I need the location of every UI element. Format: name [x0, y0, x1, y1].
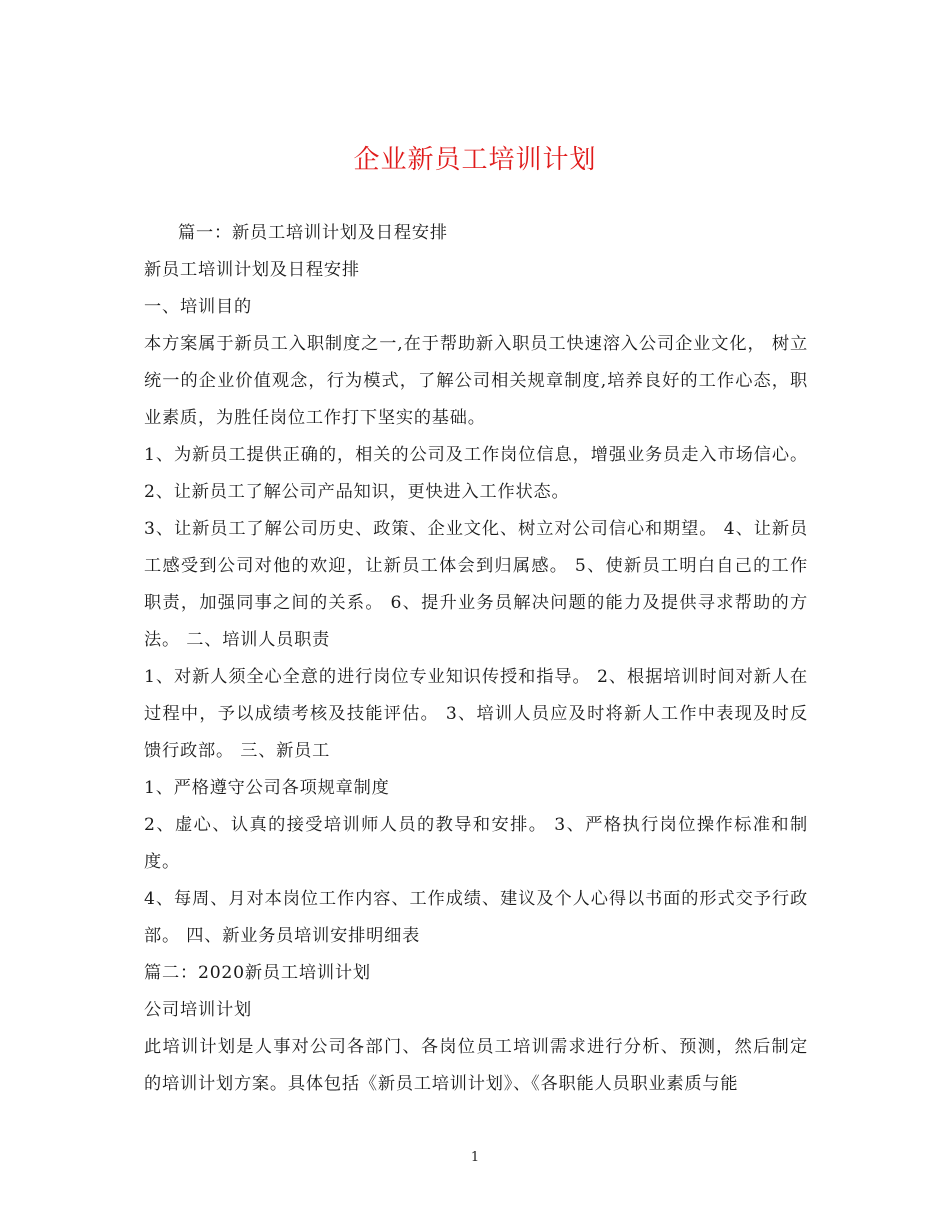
paragraph: 公司培训计划 [144, 1000, 252, 1020]
paragraph: 新员工培训计划及日程安排 [144, 260, 360, 280]
paragraph: 1、严格遵守公司各项规章制度 [144, 778, 390, 798]
paragraph: 2、虚心、认真的接受培训师人员的教导和安排。 3、严格执行岗位操作标准和制度。 [144, 815, 808, 872]
paragraph: 3、让新员工了解公司历史、政策、企业文化、树立对公司信心和期望。 4、让新员工感受到公司对他的欢迎，让新员工体会到归属感。 5、使新员工明白自己的工作职责，加强同事之间的关系。 6、提升业务员解决问题的能力及提供寻求帮助的方法。 二、培训人员职责 [144, 519, 808, 650]
section-heading: 篇一：新员工培训计划及日程安排 [178, 223, 448, 243]
document-title: 企业新员工培训计划 [353, 145, 597, 175]
page-number: 1 [470, 1150, 480, 1165]
paragraph: 1、为新员工提供正确的，相关的公司及工作岗位信息，增强业务员走入市场信心。 2、让新员工了解公司产品知识，更快进入工作状态。 [144, 445, 808, 502]
document-body [144, 215, 808, 1103]
paragraph: 本方案属于新员工入职制度之一,在于帮助新入职员工快速溶入公司企业文化， 树立统一的企业价值观念，行为模式，了解公司相关规章制度,培养良好的工作心态，职业素质，为胜任岗位工作打下坚实的基础。 [144, 334, 808, 428]
paragraph: 篇二：2020新员工培训计划 [144, 963, 371, 983]
paragraph: 4、每周、月对本岗位工作内容、工作成绩、建议及个人心得以书面的形式交予行政部。 四、新业务员培训安排明细表 [144, 889, 808, 946]
paragraph: 此培训计划是人事对公司各部门、各岗位员工培训需求进行分析、预测，然后制定的培训计划方案。具体包括《新员工培训计划》、《各职能人员职业素质与能 [144, 1037, 808, 1094]
paragraph: 一、培训目的 [144, 297, 252, 317]
paragraph: 1、对新人须全心全意的进行岗位专业知识传授和指导。 2、根据培训时间对新人在过程中，予以成绩考核及技能评估。 3、培训人员应及时将新人工作中表现及时反馈行政部。 三、新员工 [144, 667, 808, 761]
